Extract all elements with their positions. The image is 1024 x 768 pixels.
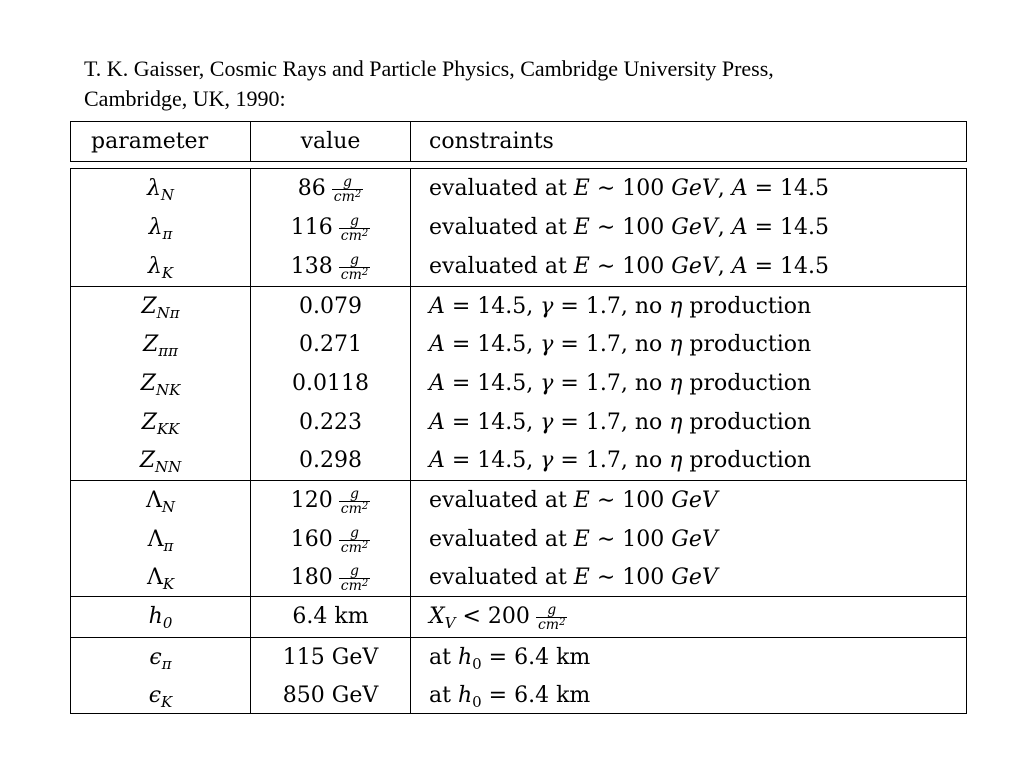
unit-fraction: $\frac{g}{cm^2}$ [340, 524, 369, 556]
citation-text [84, 54, 984, 114]
header-parameter: parameter [91, 129, 209, 154]
constraint-cell: A = 14.5, γ = 1.7, no η production [429, 371, 812, 396]
constraint-cell: evaluated at E ∼ 100 GeV [429, 488, 718, 513]
constraint-cell: evaluated at E ∼ 100 GeV [429, 565, 718, 590]
value-cell: 86 $\frac{g}{cm^2}$ [297, 173, 362, 205]
constraint-cell: at $h_0 = 6.4$ km [429, 645, 591, 673]
unit-fraction: $\frac{g}{cm^2}$ [340, 251, 369, 283]
column-divider [410, 169, 411, 713]
parameter-cell: $\epsilon_\pi$ [149, 645, 172, 673]
parameter-cell: $Z_{\pi\pi}$ [142, 332, 178, 360]
constraint-cell: evaluated at E ∼ 100 GeV, A = 14.5 [429, 176, 830, 201]
constraint-cell: evaluated at E ∼ 100 GeV [429, 527, 718, 552]
header-constraints: constraints [429, 129, 554, 154]
unit-fraction: $\frac{g}{cm^2}$ [340, 485, 369, 517]
parameter-cell: $\Lambda_N$ [145, 488, 175, 516]
constraint-cell: A = 14.5, γ = 1.7, no η production [429, 294, 812, 319]
parameter-cell: $\epsilon_K$ [148, 683, 173, 711]
constraint-cell: A = 14.5, γ = 1.7, no η production [429, 410, 812, 435]
value-cell: 0.271 [299, 332, 362, 357]
value-cell: 116 $\frac{g}{cm^2}$ [290, 212, 369, 244]
parameter-cell: $Z_{N\pi}$ [141, 294, 180, 322]
constraint-cell: at $h_0 = 6.4$ km [429, 683, 591, 711]
constraint-cell: $X_V < 200$ $\frac{g}{cm^2}$ [429, 601, 566, 633]
constraint-cell: evaluated at E ∼ 100 GeV, A = 14.5 [429, 215, 830, 240]
value-cell: 115 GeV [282, 645, 379, 670]
table-header [70, 121, 967, 162]
column-divider [410, 122, 411, 161]
unit-fraction: $\frac{g}{cm^2}$ [333, 173, 362, 205]
unit-fraction: $\frac{g}{cm^2}$ [340, 212, 369, 244]
parameter-cell: $Z_{NN}$ [139, 448, 182, 476]
value-cell: 6.4 km [292, 604, 369, 629]
constraint-cell: evaluated at E ∼ 100 GeV, A = 14.5 [429, 254, 830, 279]
parameter-cell: $Z_{KK}$ [141, 410, 180, 438]
value-cell: 0.298 [299, 448, 362, 473]
constraint-cell: A = 14.5, γ = 1.7, no η production [429, 332, 812, 357]
constraint-cell: A = 14.5, γ = 1.7, no η production [429, 448, 812, 473]
parameter-table [70, 121, 969, 714]
parameter-cell: $Z_{NK}$ [140, 371, 181, 399]
unit-fraction: $\frac{g}{cm^2}$ [537, 601, 566, 633]
unit-fraction: $\frac{g}{cm^2}$ [340, 562, 369, 594]
header-value: value [300, 129, 361, 154]
parameter-cell: $\lambda_K$ [147, 254, 174, 282]
parameter-cell: $\lambda_N$ [146, 176, 175, 204]
parameter-cell: $\Lambda_K$ [146, 565, 175, 593]
value-cell: 0.0118 [292, 371, 369, 396]
value-cell: 160 $\frac{g}{cm^2}$ [290, 524, 369, 556]
value-cell: 138 $\frac{g}{cm^2}$ [290, 251, 369, 283]
citation-line-2: Cambridge, UK, 1990: [84, 86, 286, 111]
parameter-cell: $h_0$ [148, 604, 173, 632]
parameter-cell: $\lambda_\pi$ [148, 215, 173, 243]
parameter-cell: $\Lambda_\pi$ [147, 527, 174, 555]
value-cell: 0.079 [299, 294, 362, 319]
value-cell: 120 $\frac{g}{cm^2}$ [290, 485, 369, 517]
value-cell: 180 $\frac{g}{cm^2}$ [290, 562, 369, 594]
citation-line-1: T. K. Gaisser, Cosmic Rays and Particle Physics, Cambridge University Press, [84, 56, 774, 81]
table-body [70, 168, 967, 714]
value-cell: 850 GeV [282, 683, 379, 708]
value-cell: 0.223 [299, 410, 362, 435]
